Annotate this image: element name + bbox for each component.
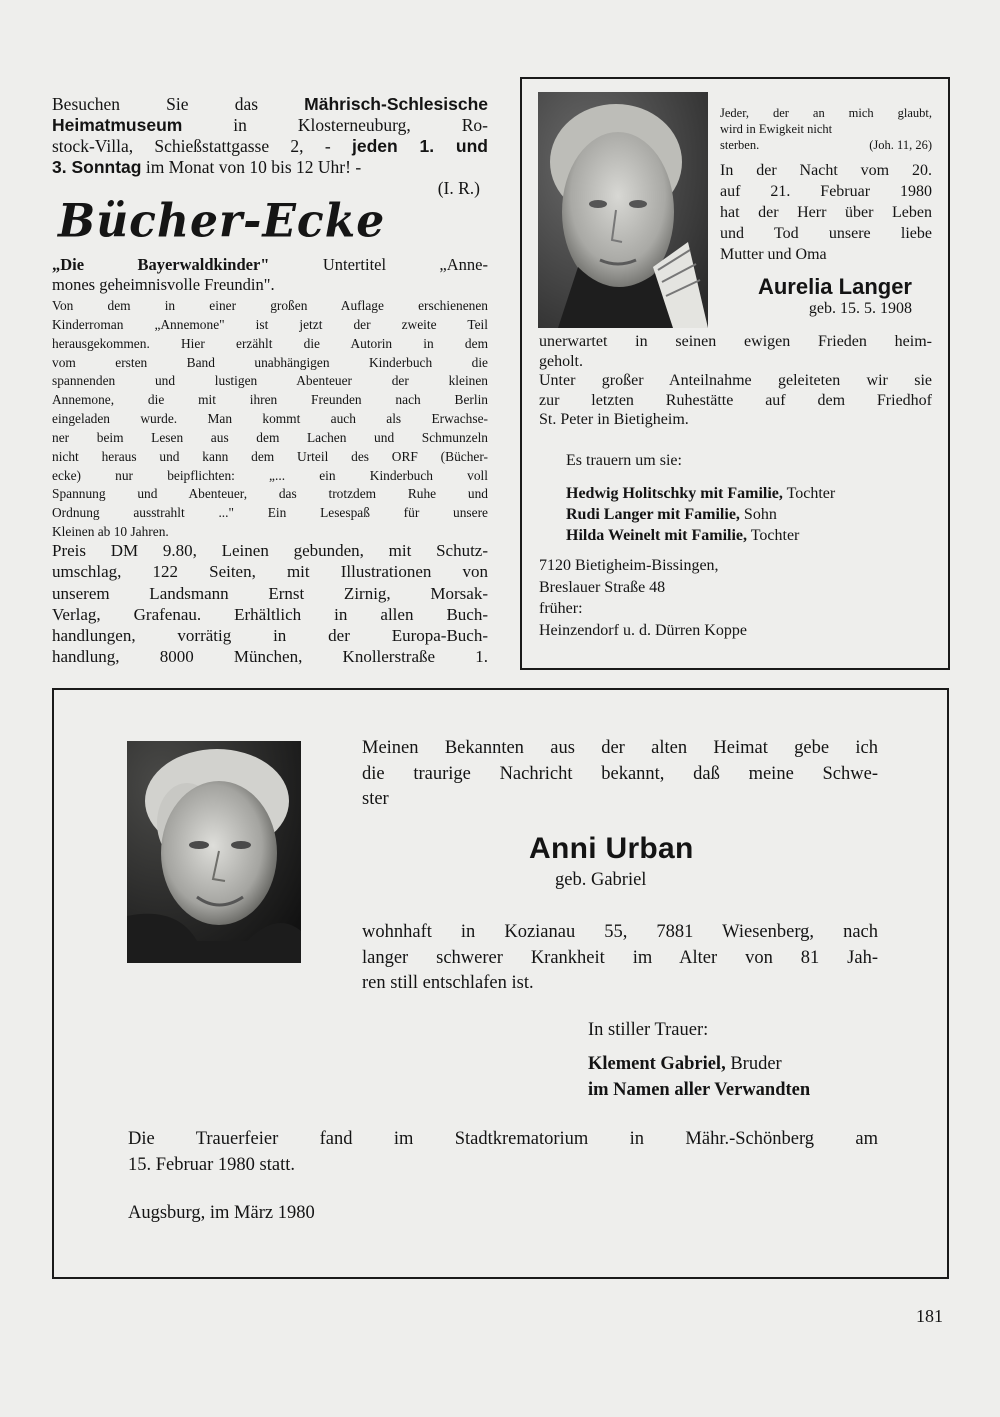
mourners-intro-langer: Es trauern um sie: [566, 452, 682, 469]
book-subtitle: „Die Bayerwaldkinder" Untertitel „Anne- mones geheimnisvolle Freundin". [52, 255, 488, 294]
mourners-list-langer [566, 483, 835, 546]
obituary-text-langer: unerwartet in seinen ewigen Frieden heim- geholt. Unter großer Anteilnahme geleiteten wir sie zur letzten Ruhestätte auf dem Friedhof St. Peter in Bietigheim. [539, 333, 932, 429]
deceased-name-urban: Anni Urban [529, 832, 694, 865]
book-corner-heading: Bücher-Ecke [58, 194, 386, 249]
mourner-item: Hilda Weinelt mit Familie, Tochter [566, 527, 800, 544]
portrait-photo-urban [127, 741, 301, 963]
obituary-text-urban: wohnhaft in Kozianau 55, 7881 Wiesenberg, nach langer schwerer Krankheit im Alter von 81 Jah- ren still entschlafen ist. [362, 922, 878, 993]
verse-reference: (Joh. 11, 26) [869, 138, 932, 152]
signer-urban: Klement Gabriel, Bruder im Namen aller Verwandten [588, 1054, 811, 1100]
place-date-urban: Augsburg, im März 1980 [128, 1203, 315, 1223]
page-number: 181 [916, 1306, 943, 1326]
portrait-langer-image [538, 92, 708, 328]
book-description: Von dem in einer großen Auflage erschienenen Kinderroman „Annemone" ist jetzt der zweite Teil herausgekommen. Hier erzählt die Autorin in dem vom ersten Band unabhängigen Kinderbuch die spannenden und lustigen Abenteuer der kleinen Annemone, die mit ihren Freunden nach Berlin eingeladen wurde. Man kommt auch als Erwachse- ner beim Lesen aus dem Lachen und Schmunzeln nicht heraus und kann dem Urteil des ORF (Bücher- ecke) nur beipflichten: „... ein Kinderbuch voll Spannung und Abenteuer, das trotzdem Ruhe und Ordnung ausstrahlt ..." Ein Lesespaß für unsere Kleinen ab 10 Jahren. [52, 298, 488, 540]
portrait-photo-langer [538, 92, 708, 328]
museum-notice: Besuchen Sie das Mährisch-Schlesische Heimatmuseum in Klosterneuburg, Ro- stock-Villa, Schießstattgasse 2, - jeden 1. und 3. Sonntag im Monat von 10 bis 12 Uhr! - (I. R.) [52, 94, 488, 198]
address-langer: 7120 Bietigheim-Bissingen, Breslauer Straße 48 früher: Heinzendorf u. d. Dürren Koppe [539, 557, 747, 639]
mourners-intro-urban: In stiller Trauer: [588, 1020, 709, 1040]
book-price-info: Preis DM 9.80, Leinen gebunden, mit Schutz- umschlag, 122 Seiten, mit Illustrationen von unserem Landsmann Ernst Zirnig, Morsak- Verlag, Grafenau. Erhältlich in allen Buch- handlungen, vorrätig in der Europa-Buch- handlung, 8000 München, Knollerstraße 1. [52, 541, 488, 667]
mourner-item: Hedwig Holitschky mit Familie, Tochter [566, 485, 836, 502]
mourner-item: Rudi Langer mit Familie, Sohn [566, 506, 777, 523]
birth-date-langer: geb. 15. 5. 1908 [808, 300, 912, 317]
birth-name-urban: geb. Gabriel [555, 870, 647, 890]
obituary-intro-langer: In der Nacht vom 20. auf 21. Februar 1980 hat der Herr über Leben und Tod unsere liebe Mutter und Oma [720, 162, 932, 263]
portrait-urban-image [127, 741, 301, 963]
funeral-info-urban: Die Trauerfeier fand im Stadtkrematorium in Mähr.-Schönberg am 15. Februar 1980 statt. [128, 1129, 878, 1175]
bible-verse: Jeder, der an mich glaubt, wird in Ewigkeit nicht sterben. (Joh. 11, 26) [720, 106, 932, 152]
obituary-intro-urban: Meinen Bekannten aus der alten Heimat gebe ich die traurige Nachricht bekannt, daß meine Schwe- ster [362, 738, 878, 809]
museum-initials: (I. R.) [437, 178, 480, 198]
deceased-name-langer: Aurelia Langer [757, 274, 912, 299]
